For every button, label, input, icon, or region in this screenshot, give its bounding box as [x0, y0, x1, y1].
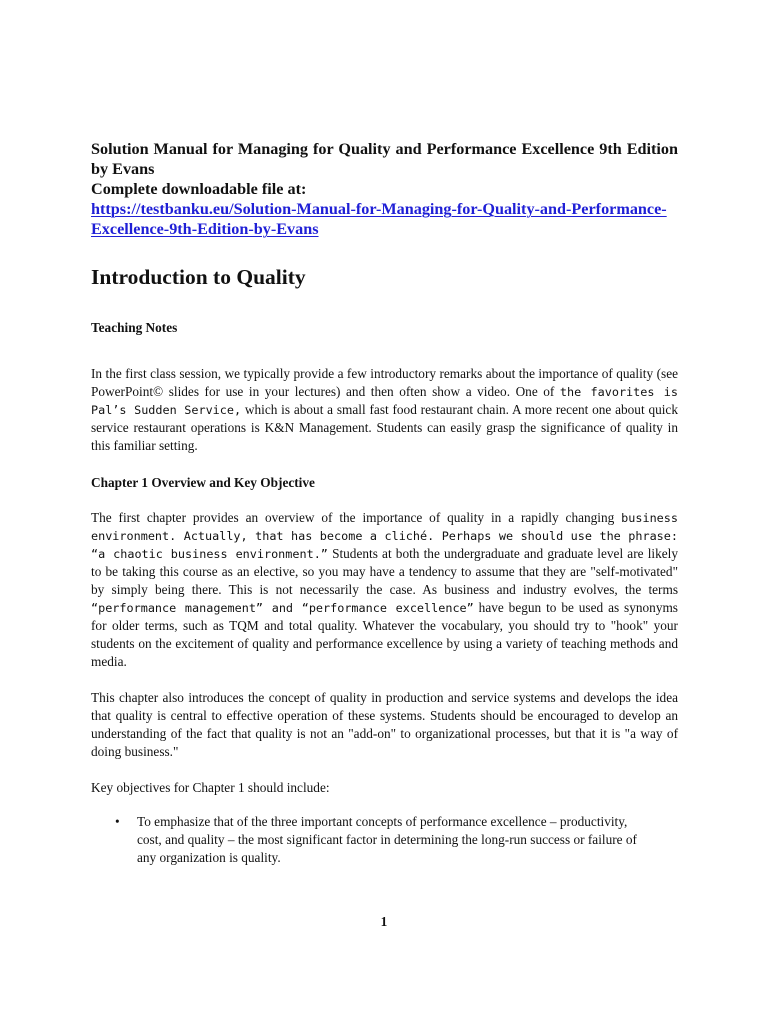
text-run: In the first class session, we typically provide a few introductory remarks about the importance of quality (see PowerPoint© slides for use in your lectures) and then often show a video. One of [91, 366, 678, 399]
overview-heading: Chapter 1 Overview and Key Objective [91, 475, 315, 490]
document-header [91, 139, 678, 239]
text-run-mono: the favorites is Pal’s Sudden Service, [91, 385, 678, 417]
download-link[interactable]: https://testbanku.eu/Solution-Manual-for-Managing-for-Quality-and-Performance-Excellence-9th-Edition-by-Evans [91, 200, 667, 238]
text-run: The first chapter provides an overview of the importance of quality in a rapidly changing [91, 510, 622, 525]
list-item-text: To emphasize that of the three important concepts of performance excellence – productivity, cost, and quality – the most significant factor in determining the long-run success or failure of any organization is quality. [137, 814, 637, 865]
download-label: Complete downloadable file at: [91, 180, 307, 198]
text-run: have begun to be used as synonyms for older terms, such as TQM and total quality. Whatever the vocabulary, you should try to "hook" your students on the excitement of quality and performance excellence by using a variety of teaching methods and media. [91, 600, 678, 669]
page-number: 1 [380, 914, 388, 929]
text-run: Students at both the undergraduate and graduate level are likely to be taking this course as an elective, so you may have a tendency to assume that they are "self-motivated" by simply being there. This is not necessarily the case. As business and industry evolves, the terms [91, 546, 678, 597]
page-content [91, 139, 678, 867]
overview-paragraph-2: This chapter also introduces the concept of quality in production and service systems and develops the idea that quality is central to effective operation of these systems. Students should be encouraged to develop an understanding of the fact that quality is not an "add-on" to organizational processes, but that it is "a way of doing business." [91, 690, 678, 759]
objectives-intro: Key objectives for Chapter 1 should include: [91, 780, 330, 795]
bullet-icon: • [115, 814, 120, 829]
list-item [91, 813, 637, 867]
teaching-notes-heading: Teaching Notes [91, 320, 178, 335]
document-title: Solution Manual for Managing for Quality and Performance Excellence 9th Edition by Evans [91, 140, 678, 178]
chapter-title: Introduction to Quality [91, 265, 306, 289]
text-run: which is about a small fast food restaurant chain. A more recent one about quick service restaurant operations is K&N Management. Students can easily grasp the significance of quality in this familiar setting. [91, 402, 678, 453]
text-run-mono: business environment. Actually, that has become a cliché. Perhaps we should use the phrase: “a chaotic business environment.” [91, 511, 678, 561]
teaching-notes-paragraph [91, 365, 678, 455]
overview-paragraph-1 [91, 509, 678, 671]
objectives-list [91, 813, 678, 867]
text-run-mono: “performance management” and “performance excellence” [91, 601, 474, 615]
